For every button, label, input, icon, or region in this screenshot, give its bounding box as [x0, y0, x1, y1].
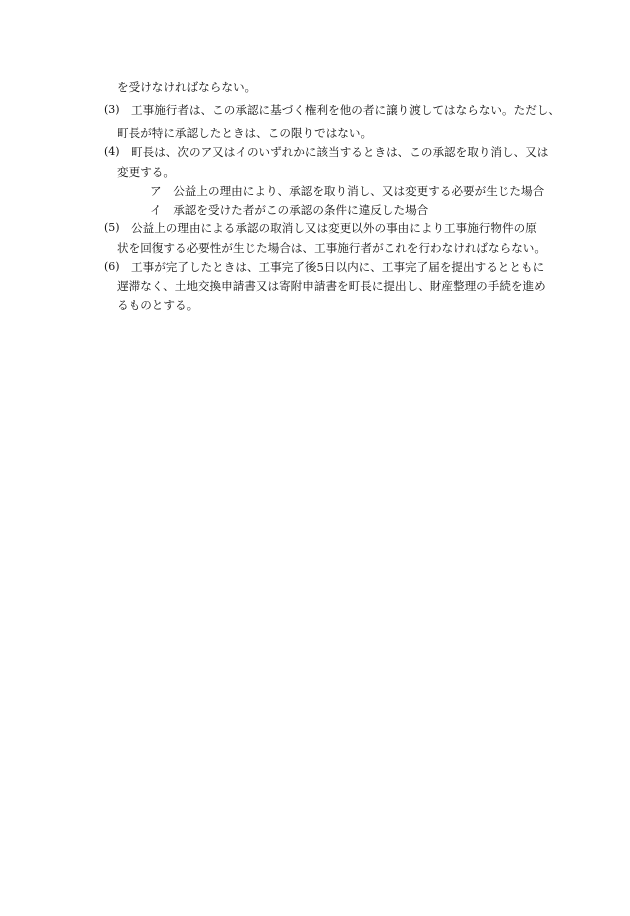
- item-4-subitem-b: イ 承認を受けた者がこの承認の条件に違反した場合: [150, 203, 429, 217]
- item-3-line-1: 工事施行者は、この承認に基づく権利を他の者に譲り渡してはならない。ただし、: [131, 103, 560, 117]
- item-6-line-1: 工事が完了したときは、工事完了後5日以内に、工事完了届を提出するとともに: [131, 260, 545, 274]
- item-4-number: (4): [104, 145, 120, 158]
- item-5-line-2: 状を回復する必要性が生じた場合は、工事施行者がこれを行わなければならない。: [117, 241, 546, 255]
- item-4-line-1: 町長は、次のア又はイのいずれかに該当するときは、この承認を取り消し、又は: [131, 145, 549, 159]
- item-5-number: (5): [104, 221, 120, 234]
- item-3-number: (3): [104, 103, 120, 116]
- item-4-subitem-a: ア 公益上の理由により、承認を取り消し、又は変更する必要が生じた場合: [150, 184, 545, 198]
- item-6-line-3: るものとする。: [117, 298, 199, 312]
- item-4-line-2: 変更する。: [117, 165, 175, 179]
- item-3-line-2: 町長が特に承認したときは、この限りではない。: [117, 126, 373, 140]
- item-6-number: (6): [104, 260, 120, 273]
- continuation-line: を受けなければならない。: [117, 80, 257, 94]
- item-5-line-1: 公益上の理由による承認の取消し又は変更以外の事由により工事施行物件の原: [131, 221, 537, 235]
- item-6-line-2: 遅滞なく、土地交換申請書又は寄附申請書を町長に提出し、財産整理の手続を進め: [117, 279, 546, 293]
